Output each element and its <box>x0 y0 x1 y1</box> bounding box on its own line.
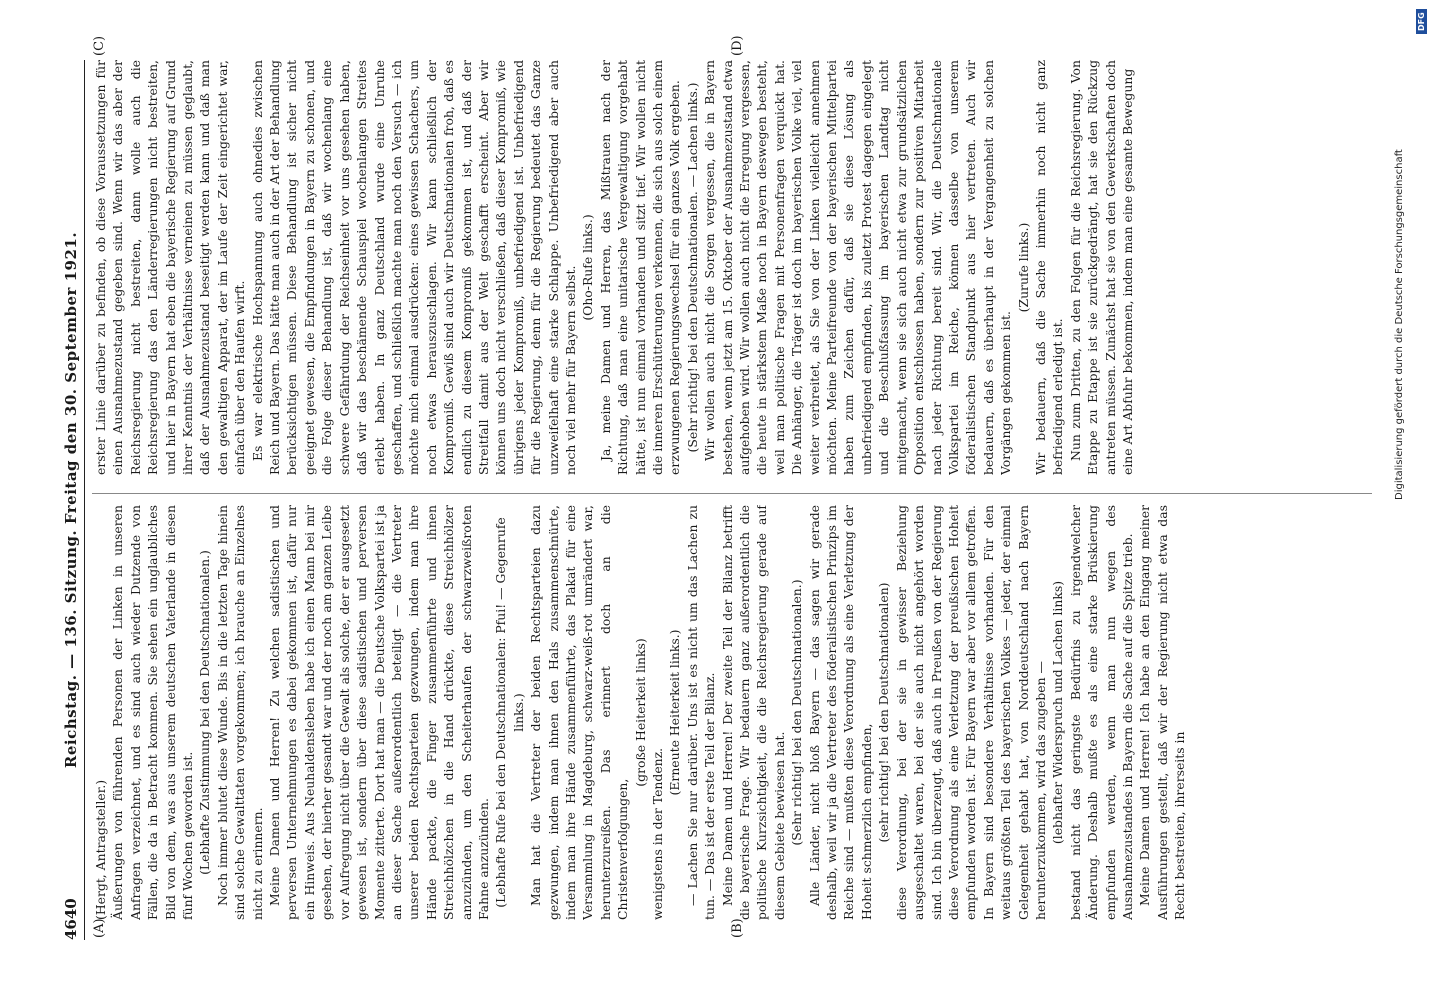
left-column-paragraph: Man hat die Vertreter der beiden Rechtsparteien dazu gezwungen, indem man ihnen den Hals zusammenschnürte, indem man ihre Hände zusammenführte, das Plakat für eine Versammlung in Magdeburg, schwarz-weiß-rot umrändert war, herunterzureißen. Das erinnert doch an die Christenverfolgungen, <box>528 505 631 920</box>
left-column-paragraph: (Erneute Heiterkeit links.) <box>667 629 683 796</box>
digitization-note: Digitalisierung gefördert durch die Deutsche Forschungsgemeinschaft <box>1394 149 1405 500</box>
left-column-paragraph: (Sehr richtig! bei den Deutschnationalen.) <box>789 579 805 846</box>
left-column-paragraph: (Hergt, Antragsteller.) <box>93 779 108 920</box>
column-divider <box>92 493 1372 494</box>
header-rule <box>84 60 85 940</box>
left-column-paragraph: — Lachen Sie nur darüber. Uns ist es nicht um das Lachen zu tun. — Das ist der erste Teil der Bilanz. <box>684 505 718 920</box>
running-title: Reichstag. — 136. Sitzung. Freitag den 30. September 1921. <box>62 231 80 769</box>
right-column-paragraph: Ja, meine Damen und Herren, das Mißtrauen nach der Richtung, daß man eine unitarische Vergewaltigung vorgehabt hätte, ist nun einmal vorhanden und sitzt tief. Wir wollen nicht die inneren Erschütterungen verkennen, die sich aus solch einem erzwungenen Regierungswechsel für ein ganzes Volk ergeben. <box>597 60 683 475</box>
left-column-paragraph: Meine Damen und Herren! Der zweite Teil der Bilanz betrifft die bayerische Frage. Wir bedauern ganz außerordentlich die politische Kurzsichtigkeit, die die Reichsregierung gerade auf diesem Gebiete bewiesen hat. <box>719 505 787 920</box>
margin-mark-a: (A) <box>92 918 107 938</box>
left-column-paragraph: Noch immer blutet diese Wunde. Bis in die letzten Tage hinein sind solche Gewalttaten vorgekommen; ich brauche an Einzelnes nicht zu erinnern. <box>214 505 265 920</box>
left-column-paragraph: (lebhafter Widerspruch und Lachen links) <box>1050 580 1066 845</box>
left-column <box>92 505 1382 920</box>
right-column-paragraph: (Oho-Rufe links.) <box>580 214 596 321</box>
left-column-paragraph: bestand nicht das geringste Bedürfnis zu irgendwelcher Änderung. Deshalb mußte es als eine starke Brüskierung empfunden werden, wenn man nun wegen des Ausnahmezustandes in Bayern die Sache auf die Spitze trieb. <box>1067 505 1135 920</box>
right-column-paragraph: Nun zum Dritten, zu den Folgen für die Reichsregierung. Von Etappe zu Etappe ist sie zurückgedrängt, hat sie den Rückzug antreten müssen. Zunächst hat sie von den Gewerkschaften doch eine Art Abfuhr bekommen, indem man eine gesamte Bewegung <box>1067 60 1135 475</box>
right-column-paragraph: (Zurufe links.) <box>1015 222 1031 313</box>
left-column-paragraph: Äußerungen von führenden Personen der Linken in unseren Anfragen verzeichnet, und es sind auch wieder Dutzende von Fällen, die da in Betracht kommen. Sie sehen ein unglaubliches Bild von dem, was aus unserem deutschen Vaterlande in diesen fünf Wochen geworden ist. <box>110 505 196 920</box>
left-column-paragraph: (Lebhafte Zustimmung bei den Deutschnationalen.) <box>197 550 213 875</box>
left-column-paragraph: wenigstens in der Tendenz. <box>650 747 665 920</box>
margin-mark-c: (C) <box>92 35 107 56</box>
page-number: 4640 <box>62 898 80 940</box>
margin-mark-d: (D) <box>730 35 745 56</box>
left-column-paragraph: (sehr richtig! bei den Deutschnationalen) <box>876 582 892 843</box>
left-column-paragraph: (Lebhafte Rufe bei den Deutschnationalen: Pfui! — Gegenrufe links.) <box>493 517 526 908</box>
left-column-paragraph: Meine Damen und Herren! Ich habe an den Eingang meiner Ausführungen gestellt, daß wir der Regierung nicht etwa das Recht bestreiten, ihrerseits in <box>1137 505 1188 920</box>
left-column-paragraph: diese Verordnung, bei der sie in gewisser Beziehung ausgeschaltet waren, bei der sie auch nicht angehört worden sind. Ich bin überzeugt, daß auch in Preußen von der Regierung diese Verordnung als eine Verletzung der preußischen Hoheit empfunden worden ist. Für Bayern war aber vor allem getroffen. In Bayern sind besondere Verhältnisse vorhanden. Für den weitaus größten Teil des bayerischen Volkes — jeder, der einmal Gelegenheit gehabt hat, von Norddeutschland nach Bayern herunterzukommen, wird das zugeben — <box>893 505 1048 920</box>
left-column-paragraph: (große Heiterkeit links) <box>632 638 648 787</box>
right-column <box>92 60 1382 475</box>
right-column-paragraph: (Sehr richtig! bei den Deutschnationalen. — Lachen links.) <box>684 82 700 453</box>
right-column-paragraph: Es war elektrische Hochspannung auch ohnedies zwischen Reich und Bayern. Das hätte man auch in der Art der Behandlung berücksichtigen müssen. Diese Behandlung ist sicher nicht geeignet gewesen, die Empfindungen in Bayern zu schonen, und die Folge dieser Behandlung ist, daß wir wochenlang eine schwere Gefährdung der Reichseinheit vor uns gesehen haben, daß wir das beschämende Schauspiel wochenlangen Streites erlebt haben. In ganz Deutschland wurde eine Unruhe geschaffen, und schließlich machte man noch den Versuch — ich möchte mich einmal ausdrücken: eines gewissen Schachers, um noch etwas herauszuschlagen. Wir kann schließlich der Kompromiß. Gewiß sind auch wir Deutschnationalen froh, daß es endlich zu diesem Kompromiß gekommen ist, und daß der Streitfall damit aus der Welt geschafft erscheint. Aber wir können uns doch nicht verschließen, daß dieser Kompromiß, wie übrigens jeder Kompromiß, unbefriedigend ist. Unbefriedigend für die Regierung, denn für die Regierung bedeutet das Ganze unzweifelhaft eine starke Schlappe. Unbefriedigend aber auch noch viel mehr für Bayern selbst. <box>249 60 578 475</box>
right-column-paragraph: erster Linie darüber zu befinden, ob diese Voraussetzungen für einen Ausnahmezustand gegeben sind. Wenn wir das aber der Reichsregierung nicht bestreiten, dann wolle auch die Reichsregierung das den Länderregierungen nicht bestreiten, und hier in Bayern hat eben die bayerische Regierung auf Grund ihrer Kenntnis der Verhältnisse verneinen zu müssen geglaubt, daß der Ausnahmezustand beseitigt werden kann und daß man den gewaltigen Apparat, der im Laufe der Zeit eingerichtet war, einfach über den Haufen wirft. <box>93 60 248 475</box>
dfg-logo: DFG <box>1416 9 1427 34</box>
left-column-paragraph: Meine Damen und Herren! Zu welchen sadistischen und perversen Unternehmungen es dabei gekommen ist, dafür nur ein Hinweis. Aus Neuhaldensleben habe ich einen Mann bei mir gesehen, der hierher gesandt war und der noch am ganzen Leibe vor Aufregung nicht über die Gewalt als solche, der er ausgesetzt gewesen ist, sondern über diese sadistischen und perversen Momente zitterte. Dort hat man — die Deutsche Volkspartei ist ja an dieser Sache außerordentlich beteiligt — die Vertreter unserer beiden Rechtsparteien gezwungen, indem man ihre Hände packte, die Finger zusammenführte und ihnen Streichhölzchen in die Hand drückte, diese Streichhölzer anzuzünden, um den Scheiterhaufen der schwarzweißroten Fahne anzuzünden. <box>267 505 491 920</box>
left-column-paragraph: Alle Länder, nicht bloß Bayern — das sagen wir gerade deshalb, weil wir ja die Vertreter des föderalistischen Prinzips im Reiche sind — mußten diese Verordnung als eine Verletzung der Hoheit schmerzlich empfinden, <box>806 505 874 920</box>
right-column-paragraph: Wir wollen auch nicht die Sorgen vergessen, die in Bayern bestehen, wenn jetzt am 15. Oktober der Ausnahmezustand etwa aufgehoben wird. Wir wollen auch nicht die Erregung vergessen, die heute in stärkstem Maße noch in Bayern deswegen besteht, weil man politische Fragen mit Personenfragen verquickt hat. Die Anhänger, die Träger ist doch im bayerischen Volke viel, viel weiter verbreitet, als Sie von der Linken vielleicht annehmen möchten. Meine Parteifreunde von der bayerischen Mittelpartei haben zum Zeichen dafür, daß sie diese Lösung als unbefriedigend empfinden, bis zuletzt Protest dagegen eingelegt und die Beschlußfassung im bayerischen Landtag nicht mitgemacht, wenn sie sich auch nicht etwa zur grundsätzlichen Opposition entschlossen haben, sondern zur positiven Mitarbeit nach jeder Richtung bereit sind. Wir, die Deutschnationale Volkspartei im Reiche, können dasselbe von unserem föderalistischen Standpunkt aus hier vertreten. Auch wir bedauern, daß es überhaupt in der Vergangenheit zu solchen Vorgängen gekommen ist. <box>702 60 1014 475</box>
running-header <box>60 60 82 940</box>
right-column-paragraph: Wir bedauern, daß die Sache immerhin noch nicht ganz befriedigend erledigt ist. <box>1032 60 1066 475</box>
margin-mark-b: (B) <box>730 918 745 938</box>
